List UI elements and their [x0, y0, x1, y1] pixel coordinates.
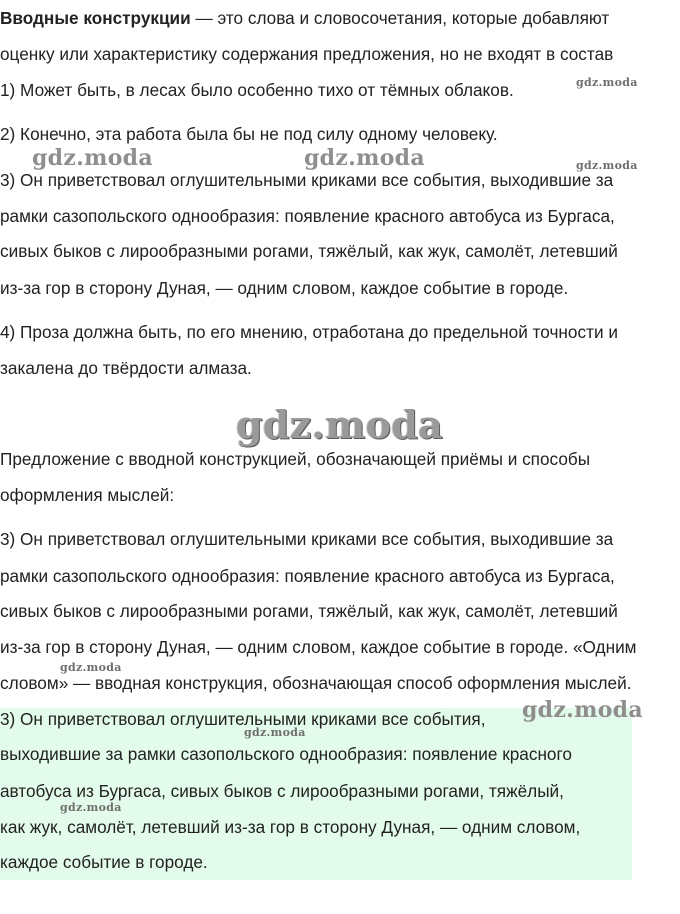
intro-term: Вводные конструкции: [0, 8, 191, 28]
answer-line-3: сивых быков с лирообразными рогами, тяжёлый, как жук, самолёт, летевший: [0, 601, 618, 621]
intro-line-2: оценку или характеристику содержания предложения, но не входят в состав: [0, 44, 614, 64]
example-4-line-2: закалена до твёрдости алмаза.: [0, 358, 252, 378]
watermark-logo: gdz.moda: [236, 402, 444, 447]
watermark-logo: gdz.moda: [60, 661, 122, 674]
watermark-logo: gdz.moda: [60, 801, 122, 814]
example-3-line-4: из-за гор в сторону Дуная, — одним словом, каждое событие в городе.: [0, 278, 569, 298]
highlighted-line-3: автобуса из Бургаса, сивых быков с лирообразными рогами, тяжёлый,: [0, 781, 564, 801]
task-line-1: Предложение с вводной конструкцией, обозначающей приёмы и способы: [0, 449, 591, 469]
example-3-line-1: 3) Он приветствовал оглушительными криками все события, выходившие за: [0, 170, 614, 190]
answer-line-1: 3) Он приветствовал оглушительными криками все события, выходившие за: [0, 529, 614, 549]
watermark-logo: gdz.moda: [576, 76, 638, 89]
example-1: 1) Может быть, в лесах было особенно тихо от тёмных облаков.: [0, 80, 514, 100]
highlighted-line-4: как жук, самолёт, летевший из-за гор в сторону Дуная, — одним словом,: [0, 817, 581, 837]
watermark-logo: gdz.moda: [304, 145, 425, 171]
highlighted-line-5: каждое событие в городе.: [0, 852, 208, 872]
intro-line-1: [0, 8, 609, 28]
example-3-line-2: рамки сазопольского однообразия: появление красного автобуса из Бургаса,: [0, 206, 615, 226]
example-2: 2) Конечно, эта работа была бы не под силу одному человеку.: [0, 124, 498, 144]
intro-rest: — это слова и словосочетания, которые добавляют: [190, 8, 610, 28]
example-3-line-3: сивых быков с лирообразными рогами, тяжёлый, как жук, самолёт, летевший: [0, 241, 618, 261]
task-line-2: оформления мыслей:: [0, 485, 175, 505]
watermark-logo: gdz.moda: [244, 726, 306, 739]
answer-line-2: рамки сазопольского однообразия: появление красного автобуса из Бургаса,: [0, 566, 615, 586]
watermark-logo: gdz.moda: [522, 697, 643, 723]
watermark-logo: gdz.moda: [576, 159, 638, 172]
highlighted-line-2: выходившие за рамки сазопольского однообразия: появление красного: [0, 744, 572, 764]
answer-line-4: из-за гор в сторону Дуная, — одним словом, каждое событие в городе. «Одним: [0, 637, 637, 657]
watermark-logo: gdz.moda: [32, 145, 153, 171]
highlighted-line-1: 3) Он приветствовал оглушительными криками все события,: [0, 709, 486, 729]
example-4-line-1: 4) Проза должна быть, по его мнению, отработана до предельной точности и: [0, 322, 618, 342]
answer-line-5: словом» — вводная конструкция, обозначающая способ оформления мыслей.: [0, 673, 632, 693]
